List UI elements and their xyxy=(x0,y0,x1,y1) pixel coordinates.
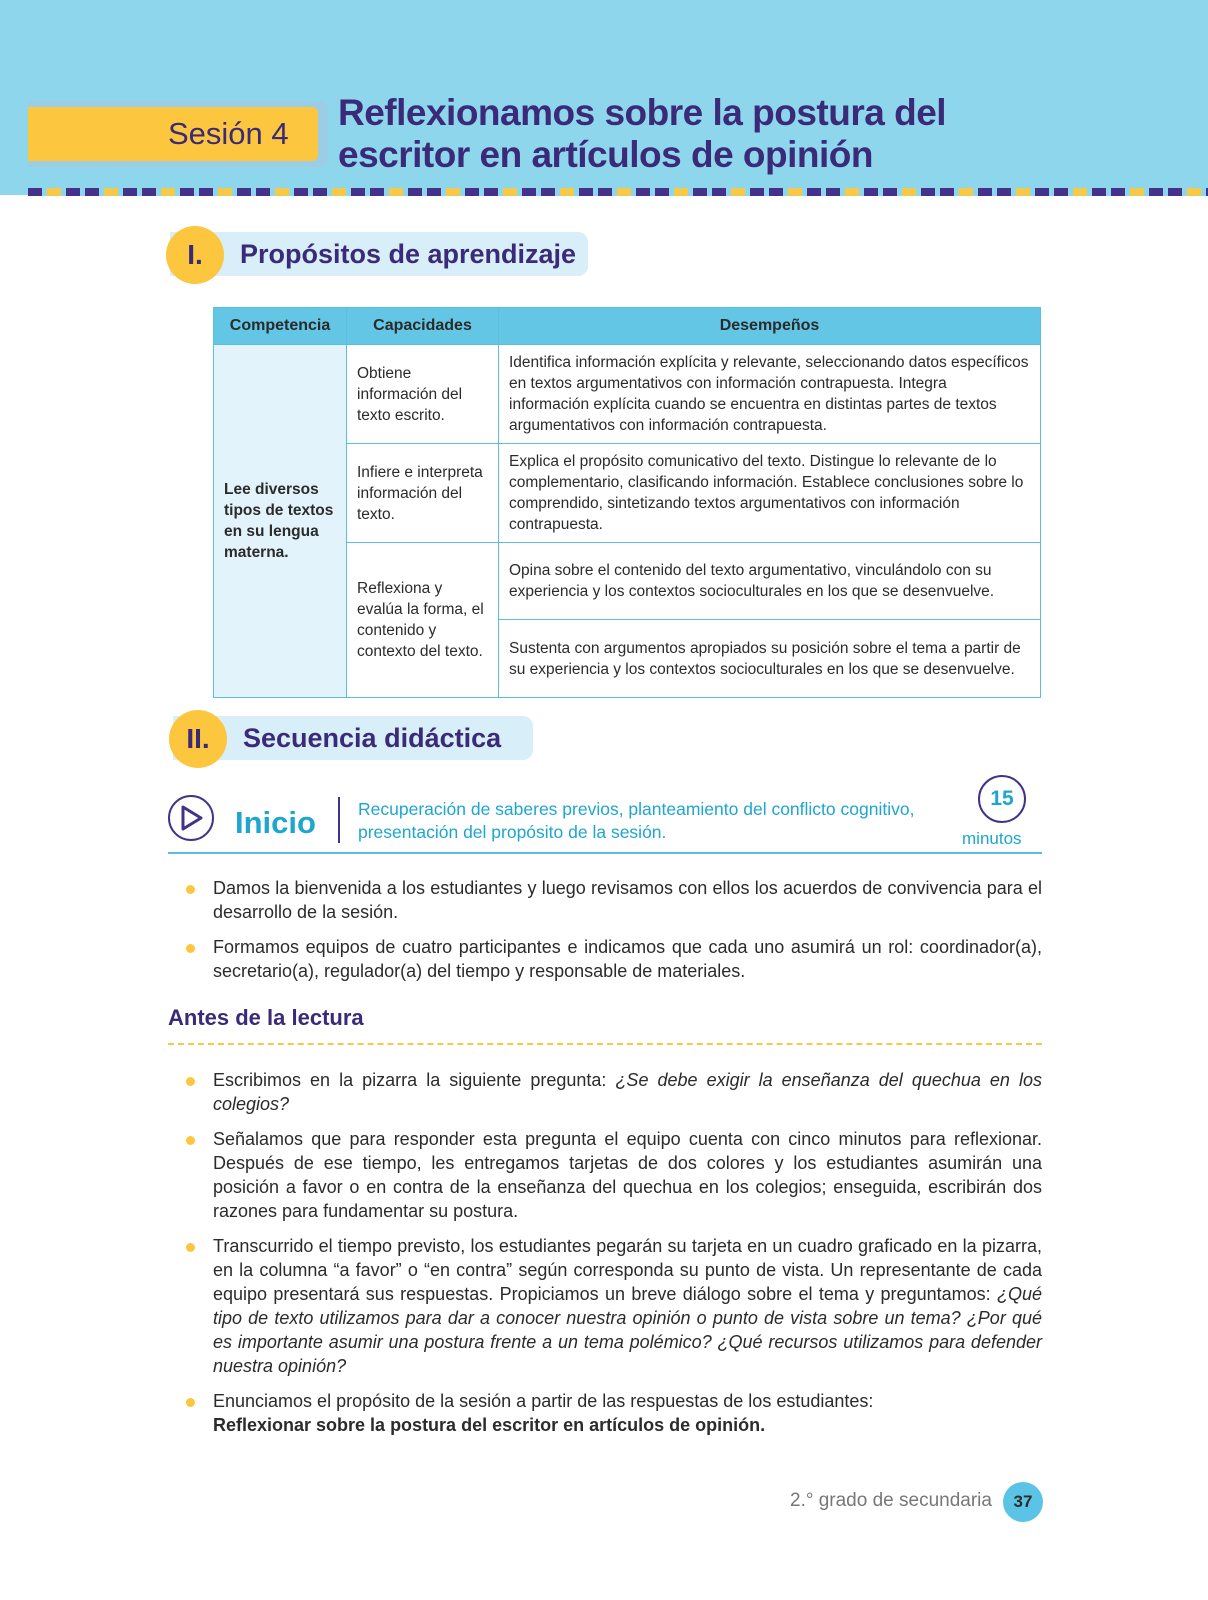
capacidad-cell: Infiere e interpreta información del texto. xyxy=(347,444,499,543)
capacidad-cell: Obtiene información del texto escrito. xyxy=(347,345,499,444)
desempeno-cell: Identifica información explícita y relevante, seleccionando datos específicos en textos argumentativos con información contrapuesta. Integra información explícita cuando se encuentra en distintas partes de textos argumentativos con información contrapuesta. xyxy=(499,345,1041,444)
table-header-row xyxy=(214,308,1041,345)
list-item-text: Damos la bienvenida a los estudiantes y luego revisamos con ellos los acuerdos de convivencia para el desarrollo de la sesión. xyxy=(213,878,1042,922)
list-item-text: Enunciamos el propósito de la sesión a partir de las respuestas de los estudiantes: xyxy=(213,1391,874,1411)
list-item xyxy=(168,1389,1042,1437)
bullet-icon xyxy=(186,1398,195,1407)
list-item-text: Transcurrido el tiempo previsto, los estudiantes pegarán su tarjeta en un cuadro graficado en la pizarra, en la columna “a favor” o “en contra” según corresponda su punto de vista. Un representante de cada equipo presentará sus respuestas. Propiciamos un breve diálogo sobre el tema y preguntamos: xyxy=(213,1236,1042,1304)
page-title xyxy=(338,92,1158,176)
page-number: 37 xyxy=(1003,1482,1043,1522)
bullet-icon xyxy=(186,885,195,894)
header-capacidades: Capacidades xyxy=(347,308,499,345)
list-item xyxy=(168,1127,1042,1223)
footer-grade: 2.° grado de secundaria xyxy=(790,1490,992,1511)
session-purpose: Reflexionar sobre la postura del escritor en artículos de opinión. xyxy=(213,1415,766,1435)
clock-icon xyxy=(978,775,1026,823)
list-item xyxy=(168,1068,1042,1116)
title-line-1: Reflexionamos sobre la postura del xyxy=(338,92,947,133)
section-2-title: Secuencia didáctica xyxy=(243,722,502,753)
section-1-pill xyxy=(170,232,588,276)
table-row xyxy=(214,345,1041,444)
minutes-value: 15 xyxy=(990,787,1014,810)
list-item xyxy=(168,876,1042,924)
inicio-divider xyxy=(168,852,1042,854)
capacidad-cell: Reflexiona y evalúa la forma, el contenido y contexto del texto. xyxy=(347,543,499,698)
desempeno-cell: Opina sobre el contenido del texto argumentativo, vinculándolo con su experiencia y los contextos socioculturales en los que se desenvuelve. xyxy=(499,543,1041,620)
antes-heading: Antes de la lectura xyxy=(168,1005,364,1030)
bullet-icon xyxy=(186,944,195,953)
bullet-icon xyxy=(186,1243,195,1252)
section-1-title: Propósitos de aprendizaje xyxy=(240,238,577,269)
header-stripe xyxy=(28,188,1208,196)
desempeno-cell: Explica el propósito comunicativo del texto. Distingue lo relevante de lo complementario, clasificando información. Establece conclusiones sobre lo comprendido, sintetizando textos argumentativos con información contrapuesta. xyxy=(499,444,1041,543)
session-label: Sesión 4 xyxy=(168,116,289,151)
list-item-question: ¿Se debe exigir la enseñanza del quechua en los colegios? xyxy=(213,1070,1042,1114)
inicio-bullet-list xyxy=(168,876,1042,994)
header-desempenos: Desempeños xyxy=(499,308,1041,345)
minutes-label: minutos xyxy=(962,829,1022,848)
bullet-icon xyxy=(186,1077,195,1086)
dashed-divider xyxy=(168,1043,1042,1045)
bullet-icon xyxy=(186,1136,195,1145)
section-2-pill xyxy=(173,716,533,760)
inicio-label: Inicio xyxy=(235,805,316,840)
desempeno-cell: Sustenta con argumentos apropiados su posición sobre el tema a partir de su experiencia y los contextos socioculturales en los que se desenvuelve. xyxy=(499,620,1041,698)
list-item-text: Escribimos en la pizarra la siguiente pregunta: xyxy=(213,1070,616,1090)
competencia-cell: Lee diversos tipos de textos en su lengua materna. xyxy=(214,345,347,698)
section-1-number: I. xyxy=(166,226,224,284)
list-item-text: Formamos equipos de cuatro participantes e indicamos que cada uno asumirá un rol: coordinador(a), secretario(a), regulador(a) del tiempo y responsable de materiales. xyxy=(213,937,1042,981)
title-line-2: escritor en artículos de opinión xyxy=(338,134,873,175)
inicio-description: Recuperación de saberes previos, planteamiento del conflicto cognitivo, presentación del propósito de la sesión. xyxy=(358,799,915,842)
header-competencia: Competencia xyxy=(214,308,347,345)
session-tab xyxy=(28,107,318,161)
list-item-text: Señalamos que para responder esta pregunta el equipo cuenta con cinco minutos para reflexionar. Después de ese tiempo, les entregamos tarjetas de dos colores y los estudiantes asumirán una posición a favor o en contra de la enseñanza del quechua en los colegios; enseguida, escribirán dos razones para fundamentar su postura. xyxy=(213,1129,1042,1221)
competencies-table xyxy=(213,307,1041,698)
antes-bullet-list xyxy=(168,1068,1042,1448)
play-icon xyxy=(168,795,214,841)
list-item xyxy=(168,935,1042,983)
inicio-separator xyxy=(338,797,340,843)
list-item-questions: ¿Qué tipo de texto utilizamos para dar a conocer nuestra opinión o punto de vista sobre un tema? ¿Por qué es importante asumir una postura frente a un tema polémico? ¿Qué recursos utilizamos para defender nuestra opinión? xyxy=(213,1284,1042,1376)
list-item xyxy=(168,1234,1042,1378)
section-2-number: II. xyxy=(169,710,227,768)
